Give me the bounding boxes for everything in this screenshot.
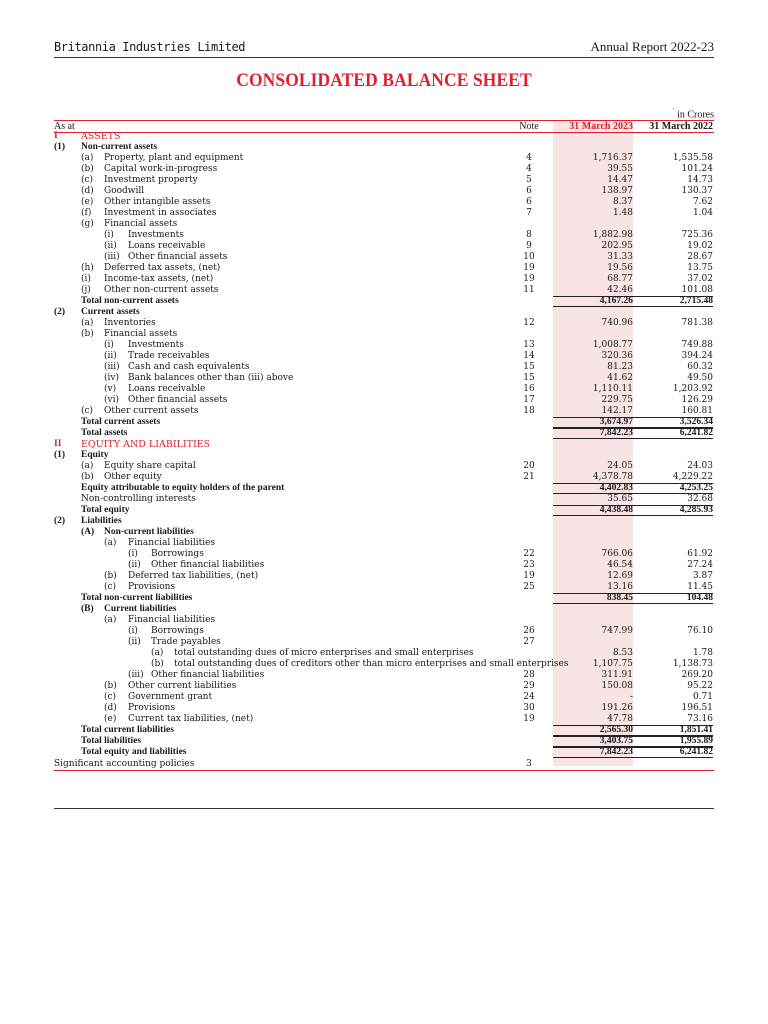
units-label — [672, 107, 714, 120]
note-ref: 19 — [523, 263, 535, 273]
note-ref: 27 — [523, 637, 535, 647]
value-2022: 95.22 — [687, 681, 713, 691]
table-row — [54, 307, 714, 318]
item-letter: (c) — [104, 692, 117, 702]
note-ref: 26 — [523, 626, 535, 636]
value-2023: 42.46 — [607, 285, 633, 295]
value-2023: 1,882.98 — [592, 230, 633, 240]
row-label: Other intangible assets — [104, 197, 211, 207]
value-2023: 740.96 — [601, 318, 633, 328]
item-letter: (j) — [81, 285, 91, 295]
row-label: Current assets — [81, 307, 140, 317]
note-ref: 6 — [526, 186, 532, 196]
value-2022: 101.24 — [681, 164, 713, 174]
total-row — [54, 483, 714, 494]
total-row — [54, 296, 714, 307]
row-label: Other financial liabilities — [151, 560, 265, 570]
row-label: Deferred tax liabilities, (net) — [128, 571, 259, 581]
header-divider — [54, 57, 714, 58]
value-2022: 37.02 — [687, 274, 713, 284]
value-2022: 130.37 — [681, 186, 713, 196]
row-label: Liabilities — [81, 516, 122, 526]
row-label: Total equity — [81, 505, 130, 515]
total-row — [54, 505, 714, 516]
subitem-numeral: (ii) — [104, 241, 117, 251]
value-2022: 13.75 — [687, 263, 713, 273]
item-letter: (h) — [81, 263, 94, 273]
item-letter: (b) — [81, 472, 94, 482]
group-number: (2) — [54, 516, 66, 526]
value-2022: 27.24 — [687, 560, 713, 570]
item-letter: (c) — [81, 406, 94, 416]
note-ref: 28 — [523, 670, 535, 680]
row-label: Bank balances other than (iii) above — [128, 373, 294, 383]
subitem-numeral: (i) — [104, 340, 114, 350]
table-row — [54, 153, 714, 164]
row-label: Non-controlling interests — [81, 494, 196, 504]
table-row — [54, 197, 714, 208]
row-label: total outstanding dues of creditors other than micro enterprises and small enterprises — [174, 659, 569, 669]
row-label: Other financial assets — [128, 252, 228, 262]
company-name: Britannia Industries Limited — [54, 40, 246, 54]
value-2022: 1.78 — [692, 648, 713, 658]
value-2022: 61.92 — [687, 549, 713, 559]
row-label: Capital work-in-progress — [104, 164, 218, 174]
value-2022: 1,851.41 — [633, 725, 713, 736]
value-2023: 747.99 — [601, 626, 633, 636]
table-row — [54, 670, 714, 681]
note-ref: 16 — [523, 384, 535, 394]
total-row — [54, 428, 714, 439]
value-2023: 320.36 — [601, 351, 633, 361]
row-label: Borrowings — [151, 549, 204, 559]
value-2022: 0.71 — [692, 692, 713, 702]
row-label: Investments — [128, 340, 184, 350]
group-number: (2) — [54, 307, 66, 317]
value-2023: 35.65 — [607, 494, 633, 504]
row-label: Equity attributable to equity holders of the parent — [81, 483, 285, 493]
row-label: ASSETS — [81, 131, 121, 142]
item-letter: (a) — [104, 615, 117, 625]
footer-divider — [54, 808, 714, 809]
row-label: Trade payables — [151, 637, 221, 647]
value-2023: 8.53 — [612, 648, 633, 658]
subitem-numeral: (iv) — [104, 373, 119, 383]
row-label: Financial assets — [104, 219, 178, 229]
value-2023: 24.05 — [607, 461, 633, 471]
row-label: Significant accounting policies — [54, 759, 195, 769]
subitem-numeral: (iii) — [104, 362, 120, 372]
value-2023: 1,008.77 — [592, 340, 633, 350]
row-label: Property, plant and equipment — [104, 153, 244, 163]
table-row — [54, 659, 714, 670]
value-2023: 138.97 — [601, 186, 633, 196]
value-2022: 6,241.82 — [633, 747, 713, 758]
row-label: Other financial assets — [128, 395, 228, 405]
value-2022: 126.29 — [681, 395, 713, 405]
subitem-numeral: (iii) — [128, 670, 144, 680]
row-label: Total assets — [81, 428, 128, 438]
value-2022: 394.24 — [681, 351, 713, 361]
row-label: Income-tax assets, (net) — [104, 274, 214, 284]
row-label: Current liabilities — [104, 604, 177, 614]
value-2022: 11.45 — [687, 582, 713, 592]
note-ref: 19 — [523, 571, 535, 581]
row-label: Investments — [128, 230, 184, 240]
value-2023: 31.33 — [607, 252, 633, 262]
row-label: Loans receivable — [128, 241, 206, 251]
note-ref: 3 — [526, 759, 532, 769]
note-ref: 8 — [526, 230, 532, 240]
subitem-numeral: (i) — [104, 230, 114, 240]
row-label: Deferred tax assets, (net) — [104, 263, 221, 273]
row-label: Inventories — [104, 318, 156, 328]
total-row — [54, 417, 714, 428]
table-row — [54, 241, 714, 252]
value-2023: 311.91 — [601, 670, 633, 680]
table-row — [54, 406, 714, 417]
value-2022: 3.87 — [692, 571, 713, 581]
value-2023: 3,403.75 — [553, 736, 633, 747]
row-label: Investment in associates — [104, 208, 217, 218]
value-2023: 1,716.37 — [592, 153, 633, 163]
table-row — [54, 219, 714, 230]
section-heading-row — [54, 131, 714, 142]
subgroup-letter: (B) — [81, 604, 94, 614]
section-number: I — [54, 131, 58, 141]
table-row — [54, 351, 714, 362]
table-row — [54, 549, 714, 560]
table-row — [54, 318, 714, 329]
row-label: Investment property — [104, 175, 198, 185]
note-ref: 13 — [523, 340, 535, 350]
note-ref: 24 — [523, 692, 535, 702]
row-label: Borrowings — [151, 626, 204, 636]
page-title: CONSOLIDATED BALANCE SHEET — [236, 70, 532, 91]
note-ref: 17 — [523, 395, 535, 405]
value-2023: 1,110.11 — [592, 384, 633, 394]
item-letter: (b) — [81, 164, 94, 174]
value-2022: 749.88 — [681, 340, 713, 350]
item-letter: (i) — [81, 274, 91, 284]
table-row — [54, 560, 714, 571]
row-label: Equity share capital — [104, 461, 196, 471]
value-2023: 1.48 — [612, 208, 633, 218]
row-label: EQUITY AND LIABILITIES — [81, 439, 211, 450]
table-row — [54, 759, 714, 770]
value-2023: 7,842.23 — [553, 747, 633, 758]
subitem-numeral: (ii) — [128, 560, 141, 570]
value-2023: 150.08 — [601, 681, 633, 691]
table-row — [54, 461, 714, 472]
value-2023: 12.69 — [607, 571, 633, 581]
note-column-header: Note — [519, 121, 539, 132]
table-row — [54, 285, 714, 296]
row-label: Current tax liabilities, (net) — [128, 714, 254, 724]
value-2023: 68.77 — [607, 274, 633, 284]
value-2023: 4,438.48 — [553, 505, 633, 516]
row-label: Financial liabilities — [128, 615, 216, 625]
row-label: Total current assets — [81, 417, 161, 427]
row-label: Other current liabilities — [128, 681, 237, 691]
value-2023: 14.47 — [607, 175, 633, 185]
row-label: Other equity — [104, 472, 162, 482]
note-ref: 6 — [526, 197, 532, 207]
value-2022: 19.02 — [687, 241, 713, 251]
value-2023: 191.26 — [601, 703, 633, 713]
value-2023: 229.75 — [601, 395, 633, 405]
row-label: Total equity and liabilities — [81, 747, 187, 757]
note-ref: 10 — [523, 252, 535, 262]
item-letter: (e) — [104, 714, 117, 724]
as-at-label: As at — [54, 121, 75, 132]
note-ref: 4 — [526, 153, 532, 163]
item-letter: (f) — [81, 208, 92, 218]
value-2022: 725.36 — [681, 230, 713, 240]
item-letter: (a) — [81, 153, 94, 163]
report-title: Annual Report 2022-23 — [590, 39, 714, 54]
value-2022: 7.62 — [692, 197, 713, 207]
table-row — [54, 164, 714, 175]
currency-symbol: ` — [672, 107, 675, 115]
note-ref: 15 — [523, 362, 535, 372]
row-label: Loans receivable — [128, 384, 206, 394]
subitem-numeral: (i) — [128, 626, 138, 636]
subitem-numeral: (i) — [128, 549, 138, 559]
value-2023: 4,167.26 — [553, 296, 633, 307]
value-2022: 781.38 — [681, 318, 713, 328]
table-row — [54, 186, 714, 197]
row-label: Equity — [81, 450, 109, 460]
table-row — [54, 472, 714, 483]
note-ref: 7 — [526, 208, 532, 218]
row-label: Total non-current assets — [81, 296, 179, 306]
table-row — [54, 527, 714, 538]
value-2023: 838.45 — [553, 593, 633, 604]
value-2023: 142.17 — [601, 406, 633, 416]
item-letter: (b) — [104, 571, 117, 581]
table-row — [54, 450, 714, 461]
value-2023: 8.37 — [612, 197, 633, 207]
value-2022: 1,535.58 — [672, 153, 713, 163]
note-ref: 14 — [523, 351, 535, 361]
value-2022: 14.73 — [687, 175, 713, 185]
row-label: Provisions — [128, 703, 176, 713]
value-2022: 101.08 — [681, 285, 713, 295]
row-label: Trade receivables — [128, 351, 210, 361]
value-2022: 32.68 — [687, 494, 713, 504]
note-ref: 20 — [523, 461, 535, 471]
note-ref: 12 — [523, 318, 535, 328]
value-2022: 104.48 — [633, 593, 713, 604]
value-2022: 196.51 — [681, 703, 713, 713]
value-2022: 6,241.82 — [633, 428, 713, 439]
table-row — [54, 626, 714, 637]
total-row — [54, 736, 714, 747]
value-2022: 24.03 — [687, 461, 713, 471]
table-bottom-rule — [54, 770, 714, 771]
value-2023: 7,842.23 — [553, 428, 633, 439]
table-row — [54, 703, 714, 714]
row-label: Total current liabilities — [81, 725, 174, 735]
value-2022: 60.32 — [687, 362, 713, 372]
value-2023: 13.16 — [607, 582, 633, 592]
value-2023: 39.55 — [607, 164, 633, 174]
table-row — [54, 175, 714, 186]
section-heading-row — [54, 439, 714, 450]
table-row — [54, 571, 714, 582]
value-2022: 28.67 — [687, 252, 713, 262]
item-letter: (g) — [81, 219, 94, 229]
row-label: Non-current assets — [81, 142, 158, 152]
row-label: Non-current liabilities — [104, 527, 194, 537]
item-letter: (b) — [104, 681, 117, 691]
value-2022: 1,138.73 — [672, 659, 713, 669]
table-row — [54, 692, 714, 703]
table-row — [54, 681, 714, 692]
note-ref: 19 — [523, 274, 535, 284]
row-label: Total non-current liabilities — [81, 593, 193, 603]
item-letter: (e) — [81, 197, 94, 207]
row-label: Total liabilities — [81, 736, 142, 746]
subgroup-letter: (A) — [81, 527, 95, 537]
value-2022: 3,526.34 — [633, 417, 713, 428]
payables-letter: (b) — [151, 659, 164, 669]
note-ref: 30 — [523, 703, 535, 713]
row-label: Goodwill — [104, 186, 145, 196]
value-2023: 19.56 — [607, 263, 633, 273]
value-2023: 766.06 — [601, 549, 633, 559]
subitem-numeral: (ii) — [104, 351, 117, 361]
table-row — [54, 142, 714, 153]
table-row — [54, 340, 714, 351]
row-label: total outstanding dues of micro enterprises and small enterprises — [174, 648, 474, 658]
table-row — [54, 263, 714, 274]
total-row — [54, 747, 714, 758]
value-2022: 269.20 — [681, 670, 713, 680]
value-2023: 81.23 — [607, 362, 633, 372]
table-row — [54, 582, 714, 593]
table-row — [54, 252, 714, 263]
value-2022: 73.16 — [687, 714, 713, 724]
note-ref: 23 — [523, 560, 535, 570]
table-row — [54, 714, 714, 725]
table-row — [54, 230, 714, 241]
table-row — [54, 615, 714, 626]
subitem-numeral: (vi) — [104, 395, 119, 405]
row-label: Provisions — [128, 582, 176, 592]
table-row — [54, 384, 714, 395]
note-ref: 4 — [526, 164, 532, 174]
value-2022: 4,285.93 — [633, 505, 713, 516]
row-label: Financial liabilities — [128, 538, 216, 548]
value-2023: 46.54 — [607, 560, 633, 570]
table-row — [54, 395, 714, 406]
value-2022: 1,955.89 — [633, 736, 713, 747]
item-letter: (c) — [104, 582, 117, 592]
group-number: (1) — [54, 142, 66, 152]
row-label: Other financial liabilities — [151, 670, 265, 680]
note-ref: 21 — [523, 472, 535, 482]
note-ref: 18 — [523, 406, 535, 416]
subitem-numeral: (v) — [104, 384, 117, 394]
table-row — [54, 494, 714, 505]
item-letter: (a) — [104, 538, 117, 548]
group-number: (1) — [54, 450, 66, 460]
table-row — [54, 274, 714, 285]
value-2022: 49.50 — [687, 373, 713, 383]
note-ref: 5 — [526, 175, 532, 185]
value-2023: 4,402.83 — [553, 483, 633, 494]
value-2023: - — [629, 692, 633, 702]
row-label: Other current assets — [104, 406, 199, 416]
table-row — [54, 329, 714, 340]
value-2022: 2,715.48 — [633, 296, 713, 307]
table-row — [54, 362, 714, 373]
row-label: Cash and cash equivalents — [128, 362, 250, 372]
total-row — [54, 725, 714, 736]
note-ref: 11 — [523, 285, 535, 295]
previous-year-header: 31 March 2022 — [649, 121, 713, 132]
value-2022: 1,203.92 — [672, 384, 713, 394]
note-ref: 22 — [523, 549, 535, 559]
item-letter: (c) — [81, 175, 94, 185]
current-year-header: 31 March 2023 — [569, 121, 633, 132]
table-row — [54, 373, 714, 384]
row-label: Financial assets — [104, 329, 178, 339]
item-letter: (d) — [104, 703, 117, 713]
row-label: Other non-current assets — [104, 285, 219, 295]
value-2023: 2,565.30 — [553, 725, 633, 736]
value-2022: 1.04 — [692, 208, 713, 218]
table-row — [54, 538, 714, 549]
table-row — [54, 208, 714, 219]
section-number: II — [54, 439, 62, 449]
item-letter: (a) — [81, 318, 94, 328]
note-ref: 25 — [523, 582, 535, 592]
table-row — [54, 648, 714, 659]
payables-letter: (a) — [151, 648, 164, 658]
value-2023: 1,107.75 — [592, 659, 633, 669]
value-2022: 4,253.25 — [633, 483, 713, 494]
item-letter: (a) — [81, 461, 94, 471]
note-ref: 19 — [523, 714, 535, 724]
value-2023: 47.78 — [607, 714, 633, 724]
value-2023: 3,674.97 — [553, 417, 633, 428]
value-2022: 160.81 — [681, 406, 713, 416]
value-2022: 76.10 — [687, 626, 713, 636]
table-row — [54, 604, 714, 615]
item-letter: (d) — [81, 186, 94, 196]
table-row — [54, 516, 714, 527]
subitem-numeral: (ii) — [128, 637, 141, 647]
value-2023: 41.62 — [607, 373, 633, 383]
note-ref: 15 — [523, 373, 535, 383]
units-text: in Crores — [677, 109, 714, 121]
note-ref: 9 — [526, 241, 532, 251]
value-2023: 202.95 — [601, 241, 633, 251]
value-2022: 4,229.22 — [672, 472, 713, 482]
item-letter: (b) — [81, 329, 94, 339]
note-ref: 29 — [523, 681, 535, 691]
table-row — [54, 637, 714, 648]
row-label: Government grant — [128, 692, 213, 702]
value-2023: 4,378.78 — [592, 472, 633, 482]
total-row — [54, 593, 714, 604]
subitem-numeral: (iii) — [104, 252, 120, 262]
